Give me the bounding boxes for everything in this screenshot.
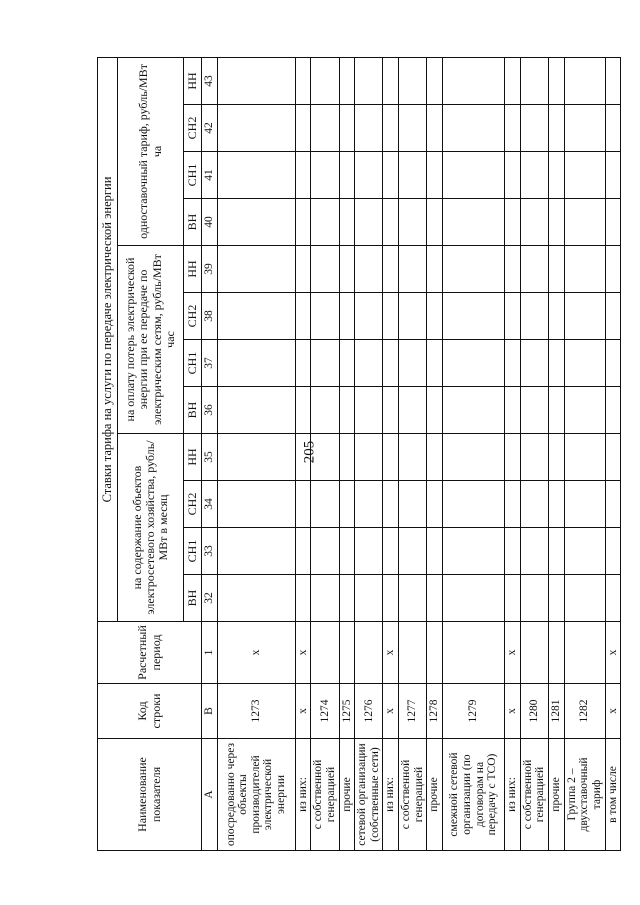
value-cell bbox=[548, 152, 564, 199]
value-cell bbox=[548, 246, 564, 293]
value-cell bbox=[295, 199, 311, 246]
row-name: из них: bbox=[383, 739, 399, 851]
header-sub-losses: на оплату потерь электрической энергии при ее передаче по электрическим сетям, рубль/МВт час bbox=[118, 246, 184, 434]
header-level: СН2 bbox=[184, 293, 202, 340]
value-cell bbox=[295, 434, 311, 481]
value-cell bbox=[605, 105, 621, 152]
value-cell bbox=[427, 105, 443, 152]
value-cell bbox=[339, 57, 355, 104]
value-cell bbox=[427, 57, 443, 104]
value-cell bbox=[355, 387, 383, 434]
value-cell bbox=[548, 293, 564, 340]
value-cell bbox=[339, 152, 355, 199]
value-cell bbox=[339, 481, 355, 528]
value-cell bbox=[311, 57, 339, 104]
table-row bbox=[564, 57, 605, 850]
value-cell bbox=[383, 105, 399, 152]
value-cell bbox=[399, 246, 427, 293]
value-cell bbox=[355, 152, 383, 199]
column-index: 1 bbox=[202, 622, 218, 684]
table-row bbox=[355, 57, 383, 850]
value-cell bbox=[520, 387, 548, 434]
row-name: прочие bbox=[427, 739, 443, 851]
value-cell bbox=[443, 152, 505, 199]
value-cell bbox=[505, 575, 521, 622]
table-row bbox=[548, 57, 564, 850]
value-cell bbox=[443, 293, 505, 340]
rotated-table-container bbox=[97, 59, 619, 851]
value-cell bbox=[311, 481, 339, 528]
page-number: 205 bbox=[301, 440, 318, 464]
value-cell bbox=[399, 481, 427, 528]
value-cell bbox=[399, 387, 427, 434]
row-name: с собственной генерацией bbox=[520, 739, 548, 851]
value-cell bbox=[427, 293, 443, 340]
value-cell bbox=[505, 199, 521, 246]
row-period bbox=[399, 622, 427, 684]
table-row bbox=[399, 57, 427, 850]
row-code: х bbox=[505, 684, 521, 739]
value-cell bbox=[520, 152, 548, 199]
value-cell bbox=[427, 434, 443, 481]
value-cell bbox=[548, 199, 564, 246]
value-cell bbox=[311, 340, 339, 387]
value-cell bbox=[427, 575, 443, 622]
header-level: СН2 bbox=[184, 105, 202, 152]
value-cell bbox=[427, 152, 443, 199]
value-cell bbox=[548, 575, 564, 622]
value-cell bbox=[217, 152, 295, 199]
column-index: 34 bbox=[202, 481, 218, 528]
value-cell bbox=[295, 575, 311, 622]
row-period: х bbox=[217, 622, 295, 684]
value-cell bbox=[311, 387, 339, 434]
value-cell bbox=[339, 105, 355, 152]
value-cell bbox=[520, 528, 548, 575]
value-cell bbox=[564, 387, 605, 434]
value-cell bbox=[383, 340, 399, 387]
value-cell bbox=[443, 434, 505, 481]
column-index: 36 bbox=[202, 387, 218, 434]
value-cell bbox=[548, 528, 564, 575]
value-cell bbox=[520, 481, 548, 528]
value-cell bbox=[339, 434, 355, 481]
table-row bbox=[520, 57, 548, 850]
header-level: ВН bbox=[184, 387, 202, 434]
header-level: СН2 bbox=[184, 481, 202, 528]
table-row bbox=[605, 57, 621, 850]
value-cell bbox=[520, 57, 548, 104]
row-period: х bbox=[383, 622, 399, 684]
value-cell bbox=[427, 246, 443, 293]
table-row bbox=[443, 57, 505, 850]
row-name: Группа 2 – двухставочный тариф bbox=[564, 739, 605, 851]
value-cell bbox=[605, 152, 621, 199]
column-index: 43 bbox=[202, 57, 218, 104]
value-cell bbox=[355, 57, 383, 104]
value-cell bbox=[399, 575, 427, 622]
row-period bbox=[443, 622, 505, 684]
value-cell bbox=[217, 434, 295, 481]
header-period: Расчетный период bbox=[98, 622, 202, 684]
header-level: СН1 bbox=[184, 340, 202, 387]
value-cell bbox=[399, 57, 427, 104]
value-cell bbox=[217, 246, 295, 293]
row-code: 1281 bbox=[548, 684, 564, 739]
value-cell bbox=[564, 57, 605, 104]
value-cell bbox=[355, 340, 383, 387]
value-cell bbox=[217, 57, 295, 104]
value-cell bbox=[427, 481, 443, 528]
value-cell bbox=[339, 528, 355, 575]
value-cell bbox=[355, 481, 383, 528]
value-cell bbox=[505, 387, 521, 434]
row-name: с собственной генерацией bbox=[399, 739, 427, 851]
row-code: 1277 bbox=[399, 684, 427, 739]
value-cell bbox=[443, 105, 505, 152]
value-cell bbox=[505, 57, 521, 104]
value-cell bbox=[427, 528, 443, 575]
row-code: х bbox=[295, 684, 311, 739]
value-cell bbox=[311, 105, 339, 152]
row-name: в том числе bbox=[605, 739, 621, 851]
row-code: 1279 bbox=[443, 684, 505, 739]
value-cell bbox=[548, 434, 564, 481]
tariff-table bbox=[97, 57, 621, 851]
column-index: 39 bbox=[202, 246, 218, 293]
value-cell bbox=[505, 340, 521, 387]
value-cell bbox=[383, 199, 399, 246]
value-cell bbox=[505, 434, 521, 481]
row-code: 1273 bbox=[217, 684, 295, 739]
row-name: с собственной генерацией bbox=[311, 739, 339, 851]
value-cell bbox=[295, 340, 311, 387]
value-cell bbox=[548, 387, 564, 434]
value-cell bbox=[355, 199, 383, 246]
header-row-main bbox=[98, 57, 118, 850]
value-cell bbox=[295, 528, 311, 575]
row-period bbox=[548, 622, 564, 684]
row-period bbox=[339, 622, 355, 684]
row-code: 1276 bbox=[355, 684, 383, 739]
value-cell bbox=[564, 434, 605, 481]
row-period bbox=[311, 622, 339, 684]
value-cell bbox=[217, 199, 295, 246]
value-cell bbox=[399, 105, 427, 152]
value-cell bbox=[399, 434, 427, 481]
header-sub-single-rate: одноставочный тариф, рубль/МВт ча bbox=[118, 57, 184, 245]
value-cell bbox=[383, 528, 399, 575]
value-cell bbox=[383, 434, 399, 481]
value-cell bbox=[339, 340, 355, 387]
value-cell bbox=[520, 105, 548, 152]
header-tariff-group: Ставки тарифа на услуги по передаче электрической энергии bbox=[98, 57, 118, 621]
row-period: х bbox=[505, 622, 521, 684]
table-row bbox=[339, 57, 355, 850]
value-cell bbox=[399, 528, 427, 575]
value-cell bbox=[355, 105, 383, 152]
value-cell bbox=[383, 57, 399, 104]
value-cell bbox=[399, 293, 427, 340]
value-cell bbox=[399, 152, 427, 199]
value-cell bbox=[217, 387, 295, 434]
value-cell bbox=[443, 340, 505, 387]
row-code: 1280 bbox=[520, 684, 548, 739]
value-cell bbox=[605, 575, 621, 622]
value-cell bbox=[443, 387, 505, 434]
row-period bbox=[564, 622, 605, 684]
value-cell bbox=[355, 293, 383, 340]
value-cell bbox=[311, 152, 339, 199]
value-cell bbox=[217, 575, 295, 622]
value-cell bbox=[443, 528, 505, 575]
value-cell bbox=[564, 575, 605, 622]
value-cell bbox=[564, 528, 605, 575]
header-level: СН1 bbox=[184, 152, 202, 199]
value-cell bbox=[311, 434, 339, 481]
value-cell bbox=[605, 199, 621, 246]
value-cell bbox=[217, 105, 295, 152]
value-cell bbox=[295, 105, 311, 152]
value-cell bbox=[605, 387, 621, 434]
value-cell bbox=[505, 481, 521, 528]
value-cell bbox=[427, 387, 443, 434]
row-name: смежной сетевой организации (по договорам на передачу с ТСО) bbox=[443, 739, 505, 851]
value-cell bbox=[399, 340, 427, 387]
header-sub-maintenance: на содержание объектов электросетевого хозяйства, рубль/МВт в месяц bbox=[118, 434, 184, 622]
value-cell bbox=[339, 199, 355, 246]
value-cell bbox=[548, 481, 564, 528]
row-name: из них: bbox=[295, 739, 311, 851]
table-row bbox=[311, 57, 339, 850]
row-name: прочие bbox=[339, 739, 355, 851]
value-cell bbox=[383, 152, 399, 199]
value-cell bbox=[383, 293, 399, 340]
row-period: х bbox=[605, 622, 621, 684]
value-cell bbox=[295, 152, 311, 199]
value-cell bbox=[399, 199, 427, 246]
column-index: А bbox=[202, 739, 218, 851]
row-code: 1282 bbox=[564, 684, 605, 739]
row-period bbox=[427, 622, 443, 684]
header-level: ВН bbox=[184, 575, 202, 622]
value-cell bbox=[605, 57, 621, 104]
column-index: 38 bbox=[202, 293, 218, 340]
table-row bbox=[295, 57, 311, 850]
value-cell bbox=[217, 481, 295, 528]
value-cell bbox=[605, 293, 621, 340]
value-cell bbox=[605, 434, 621, 481]
value-cell bbox=[443, 246, 505, 293]
value-cell bbox=[605, 246, 621, 293]
table-row bbox=[505, 57, 521, 850]
value-cell bbox=[295, 57, 311, 104]
value-cell bbox=[295, 481, 311, 528]
value-cell bbox=[520, 246, 548, 293]
value-cell bbox=[355, 528, 383, 575]
column-index: 32 bbox=[202, 575, 218, 622]
row-code: 1274 bbox=[311, 684, 339, 739]
value-cell bbox=[295, 246, 311, 293]
value-cell bbox=[548, 340, 564, 387]
value-cell bbox=[217, 528, 295, 575]
value-cell bbox=[427, 199, 443, 246]
header-code: Код строки bbox=[98, 684, 202, 739]
value-cell bbox=[383, 387, 399, 434]
value-cell bbox=[564, 246, 605, 293]
value-cell bbox=[520, 340, 548, 387]
value-cell bbox=[548, 57, 564, 104]
value-cell bbox=[564, 340, 605, 387]
value-cell bbox=[443, 575, 505, 622]
value-cell bbox=[295, 293, 311, 340]
value-cell bbox=[217, 293, 295, 340]
value-cell bbox=[311, 528, 339, 575]
row-period: х bbox=[295, 622, 311, 684]
column-index: 41 bbox=[202, 152, 218, 199]
column-index: 40 bbox=[202, 199, 218, 246]
value-cell bbox=[339, 575, 355, 622]
row-code: 1275 bbox=[339, 684, 355, 739]
row-code: х bbox=[605, 684, 621, 739]
value-cell bbox=[605, 481, 621, 528]
value-cell bbox=[605, 340, 621, 387]
value-cell bbox=[355, 575, 383, 622]
value-cell bbox=[339, 387, 355, 434]
row-code: х bbox=[383, 684, 399, 739]
row-name: сетевой организации (собственные сети) bbox=[355, 739, 383, 851]
column-index: 42 bbox=[202, 105, 218, 152]
value-cell bbox=[355, 246, 383, 293]
row-name: прочие bbox=[548, 739, 564, 851]
value-cell bbox=[443, 481, 505, 528]
value-cell bbox=[383, 246, 399, 293]
column-index: 35 bbox=[202, 434, 218, 481]
value-cell bbox=[520, 199, 548, 246]
value-cell bbox=[564, 481, 605, 528]
row-name: опосредованно через объекты производителей электрической энергии bbox=[217, 739, 295, 851]
value-cell bbox=[520, 293, 548, 340]
value-cell bbox=[564, 293, 605, 340]
table-row bbox=[217, 57, 295, 850]
value-cell bbox=[339, 293, 355, 340]
value-cell bbox=[505, 293, 521, 340]
value-cell bbox=[564, 152, 605, 199]
value-cell bbox=[295, 387, 311, 434]
header-level: СН1 bbox=[184, 528, 202, 575]
column-index: В bbox=[202, 684, 218, 739]
header-level: НН bbox=[184, 246, 202, 293]
header-level: НН bbox=[184, 57, 202, 104]
value-cell bbox=[339, 246, 355, 293]
row-period bbox=[355, 622, 383, 684]
column-index: 37 bbox=[202, 340, 218, 387]
table-row bbox=[427, 57, 443, 850]
value-cell bbox=[383, 575, 399, 622]
value-cell bbox=[505, 105, 521, 152]
value-cell bbox=[217, 340, 295, 387]
value-cell bbox=[605, 528, 621, 575]
value-cell bbox=[443, 199, 505, 246]
header-level: НН bbox=[184, 434, 202, 481]
value-cell bbox=[520, 434, 548, 481]
value-cell bbox=[564, 105, 605, 152]
table-body bbox=[98, 57, 621, 850]
value-cell bbox=[564, 199, 605, 246]
value-cell bbox=[443, 57, 505, 104]
table-row bbox=[383, 57, 399, 850]
row-code: 1278 bbox=[427, 684, 443, 739]
value-cell bbox=[355, 434, 383, 481]
header-row-index bbox=[202, 57, 218, 850]
value-cell bbox=[427, 340, 443, 387]
value-cell bbox=[311, 246, 339, 293]
column-index: 33 bbox=[202, 528, 218, 575]
value-cell bbox=[311, 575, 339, 622]
value-cell bbox=[311, 293, 339, 340]
value-cell bbox=[311, 199, 339, 246]
header-name: Наименование показателя bbox=[98, 739, 202, 851]
value-cell bbox=[383, 481, 399, 528]
row-period bbox=[520, 622, 548, 684]
value-cell bbox=[505, 528, 521, 575]
value-cell bbox=[505, 152, 521, 199]
row-name: из них: bbox=[505, 739, 521, 851]
value-cell bbox=[505, 246, 521, 293]
value-cell bbox=[548, 105, 564, 152]
header-level: ВН bbox=[184, 199, 202, 246]
value-cell bbox=[520, 575, 548, 622]
